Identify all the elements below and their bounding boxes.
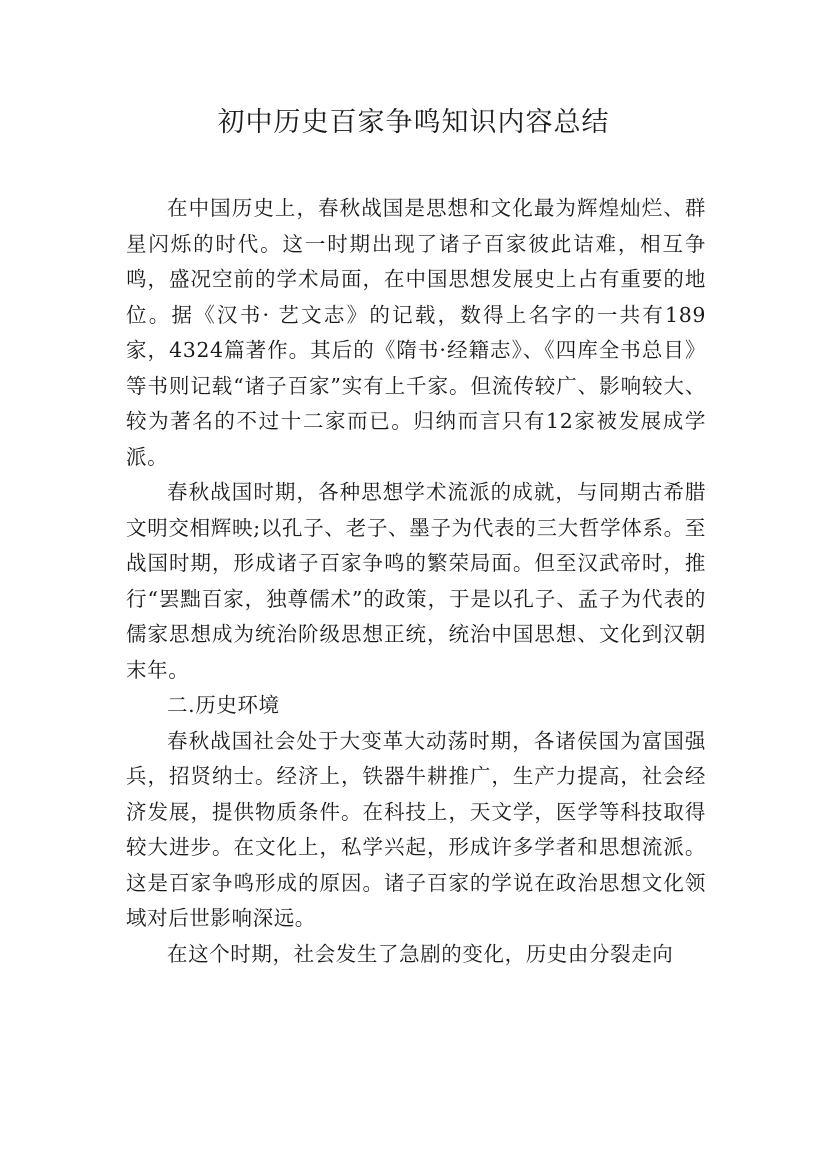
section-heading-historical-environment: 二.历史环境	[167, 693, 280, 717]
document-body	[126, 191, 706, 972]
paragraph-social-background: 春秋战国社会处于大变革大动荡时期，各诸侯国为富国强兵，招贤纳士。经济上，铁器牛耕推广，生产力提高，社会经济发展，提供物质条件。在科技上，天文学，医学等科技取得较大进步。在文化上，私学兴起，形成许多学者和思想流派。这是百家争鸣形成的原因。诸子百家的学说在政治思想文化领域对后世影响深远。	[126, 728, 706, 930]
paragraph-intro: 在中国历史上，春秋战国是思想和文化最为辉煌灿烂、群星闪烁的时代。这一时期出现了诸子百家彼此诘难，相互争鸣，盛况空前的学术局面，在中国思想发展史上占有重要的地位。据《汉书· 艺文志》的记载，数得上名字的一共有189家，4324篇著作。其后的《隋书·经籍志》、《四库全书总目》等书则记载“诸子百家”实有上千家。但流传较广、影响较大、较为著名的不过十二家而已。归纳而言只有12家被发展成学派。	[126, 196, 706, 469]
paragraph-achievements: 春秋战国时期，各种思想学术流派的成就，与同期古希腊文明交相辉映;以孔子、老子、墨子为代表的三大哲学体系。至战国时期，形成诸子百家争鸣的繁荣局面。但至汉武帝时，推行“罢黜百家，独尊儒术”的政策，于是以孔子、孟子为代表的儒家思想成为统治阶级思想正统，统治中国思想、文化到汉朝末年。	[126, 480, 706, 682]
paragraph-period-change: 在这个时期，社会发生了急剧的变化，历史由分裂走向	[167, 941, 674, 966]
document-title: 初中历史百家争鸣知识内容总结	[217, 107, 610, 138]
